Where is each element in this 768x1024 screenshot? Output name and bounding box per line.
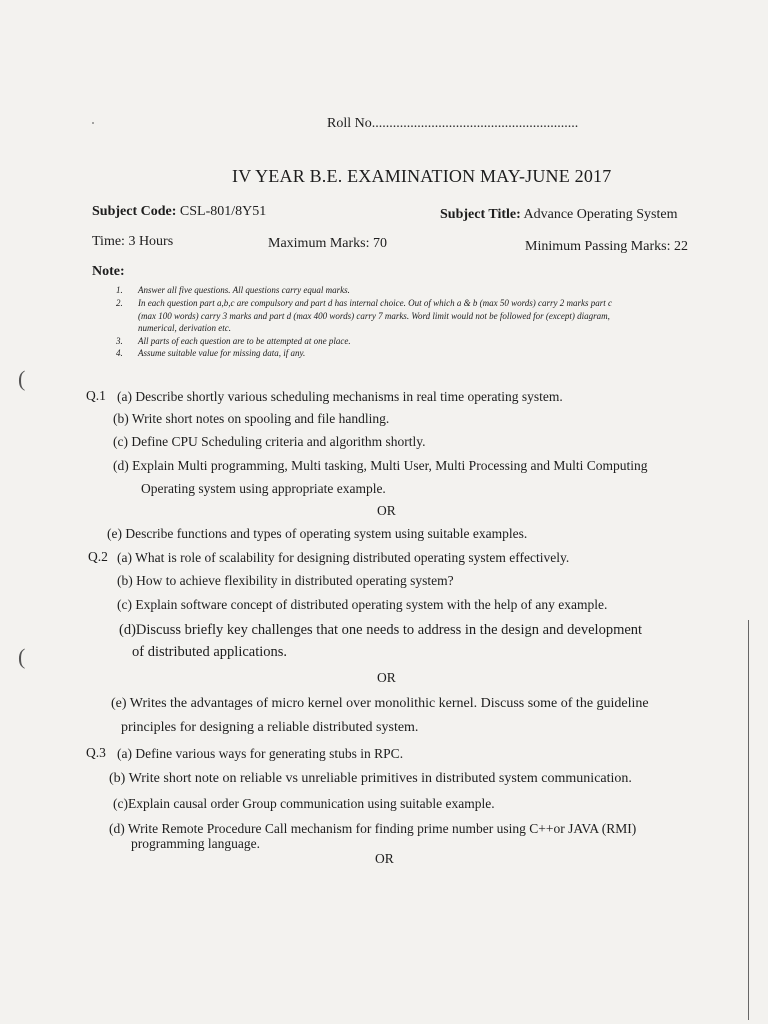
q1-part-d-line-2: Operating system using appropriate example.	[141, 481, 386, 496]
note-heading: Note:	[92, 264, 125, 279]
subject-title	[440, 207, 677, 223]
q2-part-e-line-1: (e) Writes the advantages of micro kernel over monolithic kernel. Discuss some of the guideline	[111, 696, 649, 711]
question-number-1: Q.1	[86, 388, 106, 403]
minimum-passing-marks: Minimum Passing Marks: 22	[525, 239, 688, 254]
exam-title: IV YEAR B.E. EXAMINATION MAY-JUNE 2017	[232, 166, 612, 186]
exam-time: Time: 3 Hours	[92, 234, 174, 249]
note-number: 4.	[116, 348, 123, 358]
q3-part-d-line-1: (d) Write Remote Procedure Call mechanism for finding prime number using C++or JAVA (RMI)	[109, 821, 637, 836]
note-item-4: Assume suitable value for missing data, if any.	[138, 348, 306, 358]
paper-speck	[92, 122, 94, 124]
q1-part-c: (c) Define CPU Scheduling criteria and algorithm shortly.	[113, 434, 426, 449]
q2-part-e-line-2: principles for designing a reliable distributed system.	[121, 720, 419, 735]
note-item-2-line-3: numerical, derivation etc.	[138, 323, 231, 333]
q2-part-a: (a) What is role of scalability for designing distributed operating system effectively.	[117, 550, 570, 565]
q1-part-d-line-1: (d) Explain Multi programming, Multi tasking, Multi User, Multi Processing and Multi Computing	[113, 458, 648, 473]
q3-part-c: (c)Explain causal order Group communication using suitable example.	[113, 796, 495, 811]
q2-or: OR	[377, 670, 396, 685]
question-number-3: Q.3	[86, 745, 106, 760]
q1-part-e: (e) Describe functions and types of operating system using suitable examples.	[107, 526, 528, 541]
note-number: 1.	[116, 285, 123, 295]
q3-part-b: (b) Write short note on reliable vs unreliable primitives in distributed system communication.	[109, 771, 632, 786]
q2-part-d-line-1: (d)Discuss briefly key challenges that one needs to address in the design and development	[119, 622, 643, 638]
right-margin-line	[748, 620, 749, 1020]
note-number: 3.	[116, 336, 123, 346]
roll-number-line: Roll No...........................................................	[327, 116, 579, 131]
note-number: 2.	[116, 298, 123, 308]
note-item-3: All parts of each question are to be attempted at one place.	[138, 336, 351, 346]
q1-part-a: (a) Describe shortly various scheduling mechanisms in real time operating system.	[117, 389, 563, 404]
left-margin-mark: (	[18, 644, 26, 669]
subject-code	[92, 204, 266, 220]
note-item-1: Answer all five questions. All questions carry equal marks.	[138, 285, 350, 295]
subject-code-label: Subject Code:	[92, 204, 177, 219]
subject-title-label: Subject Title:	[440, 207, 521, 222]
q1-or: OR	[377, 503, 396, 518]
q3-part-a: (a) Define various ways for generating stubs in RPC.	[117, 746, 404, 761]
question-number-2: Q.2	[88, 549, 108, 564]
note-item-2-line-1: In each question part a,b,c are compulsory and part d has internal choice. Out of which a & b (max 50 words) carry 2 marks part c	[138, 298, 613, 308]
q3-or: OR	[375, 851, 394, 866]
q3-part-d-line-2: programming language.	[131, 836, 260, 851]
note-item-2-line-2: (max 100 words) carry 3 marks and part d (max 400 words) carry 7 marks. Word limit would not be followed for (except) diagram,	[138, 311, 610, 321]
q2-part-c: (c) Explain software concept of distributed operating system with the help of any example.	[117, 597, 608, 612]
subject-title-value: Advance Operating System	[523, 207, 678, 222]
maximum-marks: Maximum Marks: 70	[268, 236, 387, 251]
q2-part-d-line-2: of distributed applications.	[132, 644, 288, 660]
left-margin-mark: (	[18, 366, 26, 391]
subject-code-value: CSL-801/8Y51	[179, 204, 267, 219]
q1-part-b: (b) Write short notes on spooling and file handling.	[113, 411, 390, 426]
q2-part-b: (b) How to achieve flexibility in distributed operating system?	[117, 573, 454, 588]
